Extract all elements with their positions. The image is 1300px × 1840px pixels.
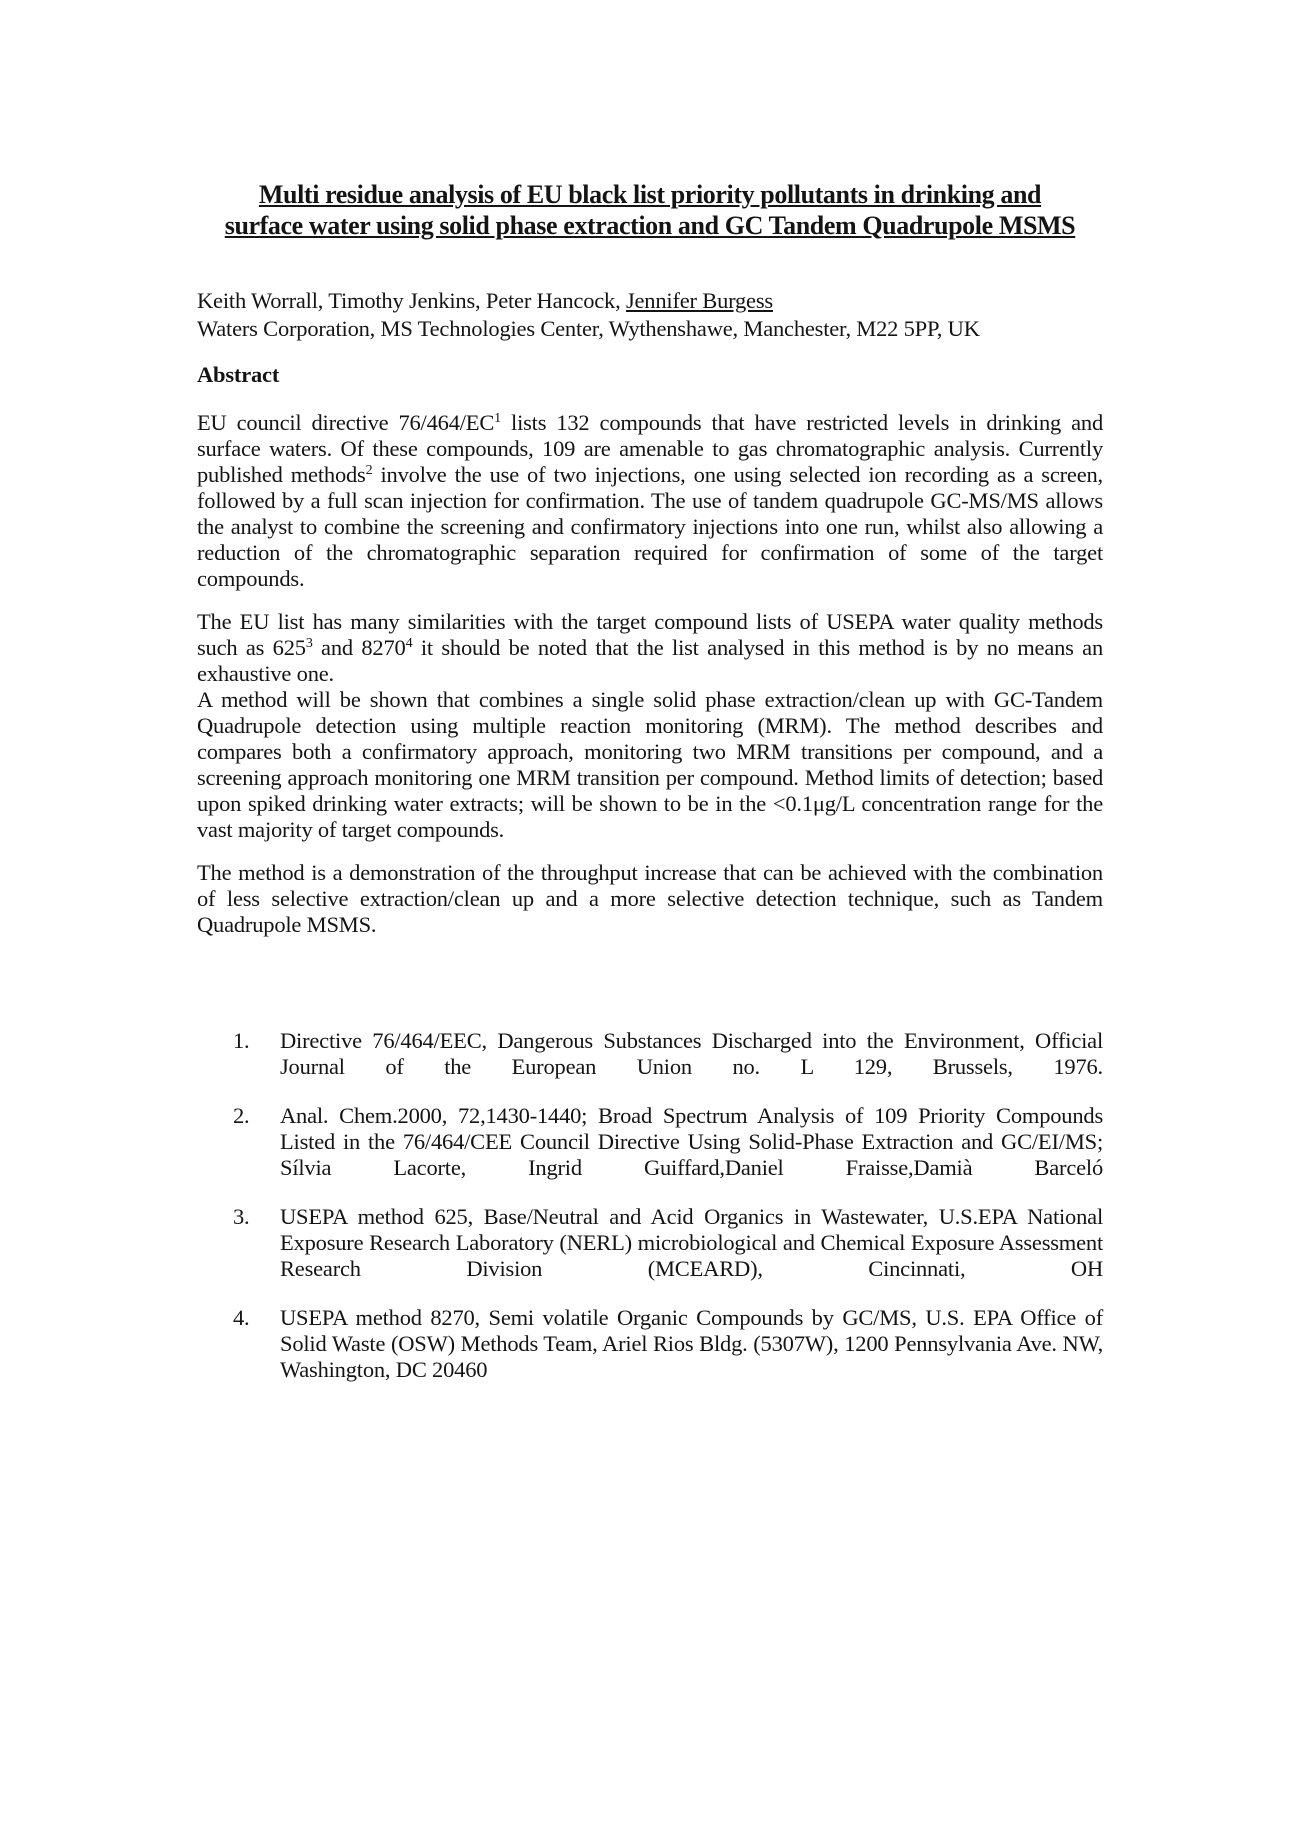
reference-number: 2.	[233, 1103, 250, 1128]
reference-text: Anal. Chem.2000, 72,1430-1440; Broad Spectrum Analysis of 109 Priority Compounds Listed in the 76/464/CEE Council Directive Using Solid-Phase Extraction and GC/EI/MS; Sílvia Lacorte, Ingrid Guiffard,Daniel Fraisse,Damià Barceló	[280, 1103, 1103, 1180]
author-name-underlined: Jennifer Burgess	[625, 288, 773, 313]
paper-title-line-2: surface water using solid phase extraction and GC Tandem Quadrupole MSMS	[224, 211, 1076, 240]
reference-number: 3.	[233, 1204, 250, 1229]
author-names: Keith Worrall, Timothy Jenkins, Peter Hancock,	[197, 288, 626, 313]
reference-text: USEPA method 625, Base/Neutral and Acid Organics in Wastewater, U.S.EPA National Exposure Research Laboratory (NERL) microbiological and Chemical Exposure Assessment Research Division (MCEARD), Cincinnati, OH	[280, 1204, 1103, 1281]
reference-text: Directive 76/464/EEC, Dangerous Substances Discharged into the Environment, Official Journal of the European Union no. L 129, Brussels, 1976.	[280, 1028, 1103, 1079]
abstract-paragraph-4: The method is a demonstration of the throughput increase that can be achieved with the combination of less selective extraction/clean up and a more selective detection technique, such as Tandem Quadrupole MSMS.	[197, 860, 1103, 937]
paper-title	[197, 179, 1103, 241]
reference-item-1	[233, 1028, 1103, 1080]
abstract-heading: Abstract	[197, 362, 280, 387]
reference-item-4	[233, 1305, 1103, 1383]
reference-number: 1.	[233, 1028, 250, 1053]
reference-text: USEPA method 8270, Semi volatile Organic Compounds by GC/MS, U.S. EPA Office of Solid Waste (OSW) Methods Team, Ariel Rios Bldg. (5307W), 1200 Pennsylvania Ave. NW, Washington, DC 20460	[280, 1305, 1103, 1382]
abstract-paragraph-2: The EU list has many similarities with the target compound lists of USEPA water quality methods such as $625^3$ and 8270$^4$ it should be noted that the list analysed in this method is by no means an exhaustive one.	[197, 609, 1103, 686]
abstract-paragraph-1: EU council directive $76/464/EC^1$ lists 132 compounds that have restricted levels in drinking and surface waters. Of these compounds, 109 are amenable to gas chromatographic analysis. Currently published methods$^2$ involve the use of two injections, one using selected ion recording as a screen, followed by a full scan injection for confirmation. The use of tandem quadrupole GC-MS/MS allows the analyst to combine the screening and confirmatory injections into one run, whilst also allowing a reduction of the chromatographic separation required for confirmation of some of the target compounds.	[197, 410, 1104, 591]
reference-item-3	[233, 1204, 1103, 1282]
author-list	[197, 287, 1103, 315]
reference-item-2	[233, 1103, 1103, 1181]
reference-number: 4.	[233, 1305, 250, 1330]
abstract-paragraph-3: A method will be shown that combines a single solid phase extraction/clean up with GC-Tandem Quadrupole detection using multiple reaction monitoring (MRM). The method describes and compares both a confirmatory approach, monitoring two MRM transitions per compound, and a screening approach monitoring one MRM transition per compound. Method limits of detection; based upon spiked drinking water extracts; will be shown to be in the <0.1μg/L concentration range for the vast majority of target compounds.	[197, 687, 1103, 842]
affiliation: Waters Corporation, MS Technologies Center, Wythenshawe, Manchester, M22 5PP, UK	[197, 316, 980, 341]
paper-title-line-1: Multi residue analysis of EU black list priority pollutants in drinking and	[258, 180, 1042, 209]
reference-list	[197, 1028, 1103, 1383]
